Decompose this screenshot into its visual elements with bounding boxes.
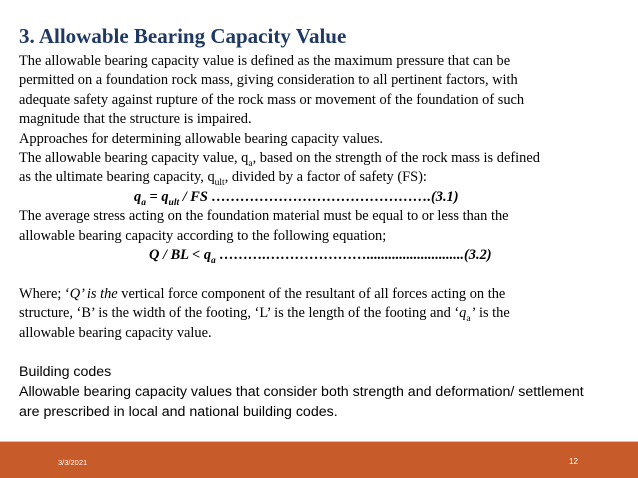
paragraph-line [19,149,619,168]
building-codes-heading: Building codes [19,364,112,381]
text-run: The allowable bearing capacity value, q [19,150,249,167]
subscript: ult [168,197,180,208]
equation-3-1 [19,188,619,207]
text-run: ……….…………………...........................(3.2) [215,247,492,264]
paragraph-line: Allowable bearing capacity values that consider both strength and deformation/ settlement [19,384,584,401]
text-run: vertical force component of the resultant of all forces acting on the [117,285,506,302]
italic-run: q [459,305,467,322]
subscript: a [466,314,471,325]
paragraph-line: allowable bearing capacity according to the following equation; [19,227,387,244]
spacer [19,265,619,284]
text-run: as the ultimate bearing capacity, q [19,169,215,186]
text-run: , based on the strength of the rock mass is defined [252,150,540,167]
paragraph-line: The allowable bearing capacity value is defined as the maximum pressure that can be [19,53,511,69]
subscript: ult [214,178,225,189]
paragraph-line: are prescribed in local and national building codes. [19,404,338,421]
subscript: a [211,255,216,266]
italic-run: Q’ is the [69,285,118,302]
text-run: / FS ……………………………………….(3.1) [179,188,459,205]
paragraph-line: magnitude that the structure is impaired. [19,111,252,128]
slide-title: 3. Allowable Bearing Capacity Value [19,24,347,48]
text-run: , divided by a factor of safety (FS): [224,169,427,186]
paragraph-line: allowable bearing capacity value. [19,324,212,341]
paragraph-line: The average stress acting on the foundation material must be equal to or less than the [19,208,509,225]
subscript: a [141,197,146,208]
italic-run: ’ [470,305,476,322]
text-run: Where; ‘ [19,285,70,302]
paragraph-line [19,304,619,323]
subscript: a [248,158,253,169]
paragraph-line: permitted on a foundation rock mass, giving consideration to all pertinent factors, with [19,72,518,89]
text-run: = q [145,188,169,205]
spacer [19,343,619,362]
slide-body [19,52,619,422]
text-run: Q / BL < q [149,247,212,264]
footer-date: 3/3/2021 [58,458,88,467]
text-run: structure, ‘B’ is the width of the footing, ‘L’ is the length of the footing and ‘ [19,305,460,322]
paragraph-line: Approaches for determining allowable bearing capacity values. [19,130,384,147]
footer-bar [0,442,638,478]
equation-3-2 [19,246,619,265]
page-number: 12 [569,457,578,466]
text-run: is the [475,305,510,322]
paragraph-line [19,168,619,187]
paragraph-line: adequate safety against rupture of the rock mass or movement of the foundation of such [19,91,525,108]
text-run: q [134,188,142,205]
paragraph-line [19,285,619,304]
